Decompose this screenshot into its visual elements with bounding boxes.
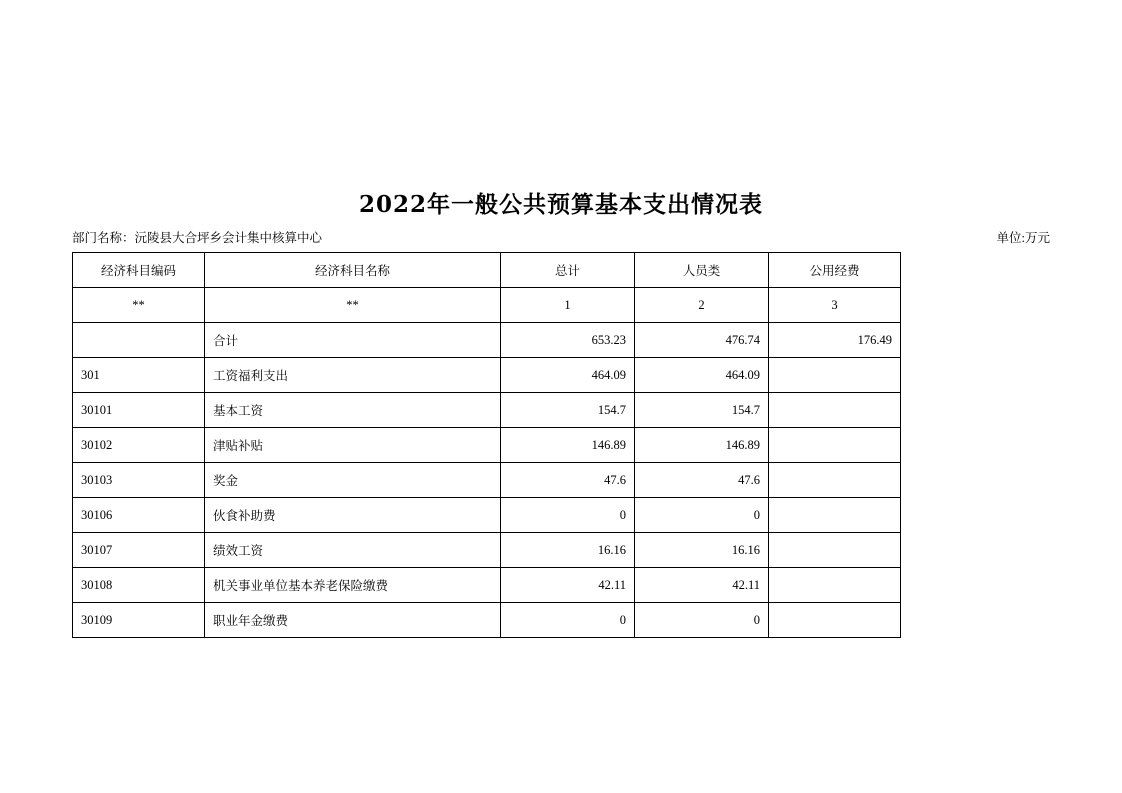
cell-public (769, 533, 901, 568)
cell-personnel: 42.11 (635, 568, 769, 603)
table-row (73, 463, 901, 498)
cell-code: 30102 (73, 428, 205, 463)
cell-name: 奖金 (205, 463, 501, 498)
header-cell-name: 经济科目名称 (205, 253, 501, 288)
table-row (73, 428, 901, 463)
department-name: 部门名称：沅陵县大合坪乡会计集中核算中心 (72, 231, 323, 245)
cell-personnel: 0 (635, 603, 769, 638)
cell-total: 16.16 (501, 533, 635, 568)
cell-code: 30109 (73, 603, 205, 638)
colnum-cell-code: ** (73, 288, 205, 323)
cell-total: 146.89 (501, 428, 635, 463)
header-cell-public: 公用经费 (769, 253, 901, 288)
table-row (73, 498, 901, 533)
table-row (73, 323, 901, 358)
header-cell-personnel: 人员类 (635, 253, 769, 288)
cell-public: 176.49 (769, 323, 901, 358)
cell-total: 464.09 (501, 358, 635, 393)
cell-code: 30108 (73, 568, 205, 603)
colnum-cell-personnel: 2 (635, 288, 769, 323)
cell-public (769, 393, 901, 428)
colnum-cell-name: ** (205, 288, 501, 323)
table-body (73, 253, 901, 638)
unit-label: 单位:万元 (996, 231, 1050, 245)
cell-personnel: 154.7 (635, 393, 769, 428)
cell-personnel: 476.74 (635, 323, 769, 358)
cell-name: 绩效工资 (205, 533, 501, 568)
cell-personnel: 0 (635, 498, 769, 533)
cell-public (769, 428, 901, 463)
cell-public (769, 463, 901, 498)
cell-code: 30107 (73, 533, 205, 568)
cell-total: 154.7 (501, 393, 635, 428)
budget-table (72, 252, 901, 638)
cell-name: 工资福利支出 (205, 358, 501, 393)
table-header-row (73, 253, 901, 288)
cell-personnel: 464.09 (635, 358, 769, 393)
cell-total: 0 (501, 603, 635, 638)
cell-personnel: 16.16 (635, 533, 769, 568)
table-column-number-row (73, 288, 901, 323)
cell-public (769, 603, 901, 638)
cell-name: 机关事业单位基本养老保险缴费 (205, 568, 501, 603)
cell-name: 合计 (205, 323, 501, 358)
table-row (73, 358, 901, 393)
table-row (73, 568, 901, 603)
colnum-cell-total: 1 (501, 288, 635, 323)
cell-public (769, 358, 901, 393)
cell-personnel: 146.89 (635, 428, 769, 463)
cell-personnel: 47.6 (635, 463, 769, 498)
cell-total: 0 (501, 498, 635, 533)
header-cell-code: 经济科目编码 (73, 253, 205, 288)
table-row (73, 393, 901, 428)
page-title: 2022年一般公共预算基本支出情况表 (358, 191, 763, 218)
table-row (73, 603, 901, 638)
cell-code: 30103 (73, 463, 205, 498)
cell-public (769, 498, 901, 533)
meta-row (72, 228, 1050, 246)
cell-total: 653.23 (501, 323, 635, 358)
colnum-cell-public: 3 (769, 288, 901, 323)
cell-public (769, 568, 901, 603)
cell-total: 42.11 (501, 568, 635, 603)
cell-name: 津贴补贴 (205, 428, 501, 463)
cell-name: 伙食补助费 (205, 498, 501, 533)
cell-name: 职业年金缴费 (205, 603, 501, 638)
header-cell-total: 总计 (501, 253, 635, 288)
cell-code (73, 323, 205, 358)
table-row (73, 533, 901, 568)
cell-code: 30106 (73, 498, 205, 533)
cell-code: 301 (73, 358, 205, 393)
cell-code: 30101 (73, 393, 205, 428)
cell-total: 47.6 (501, 463, 635, 498)
cell-name: 基本工资 (205, 393, 501, 428)
